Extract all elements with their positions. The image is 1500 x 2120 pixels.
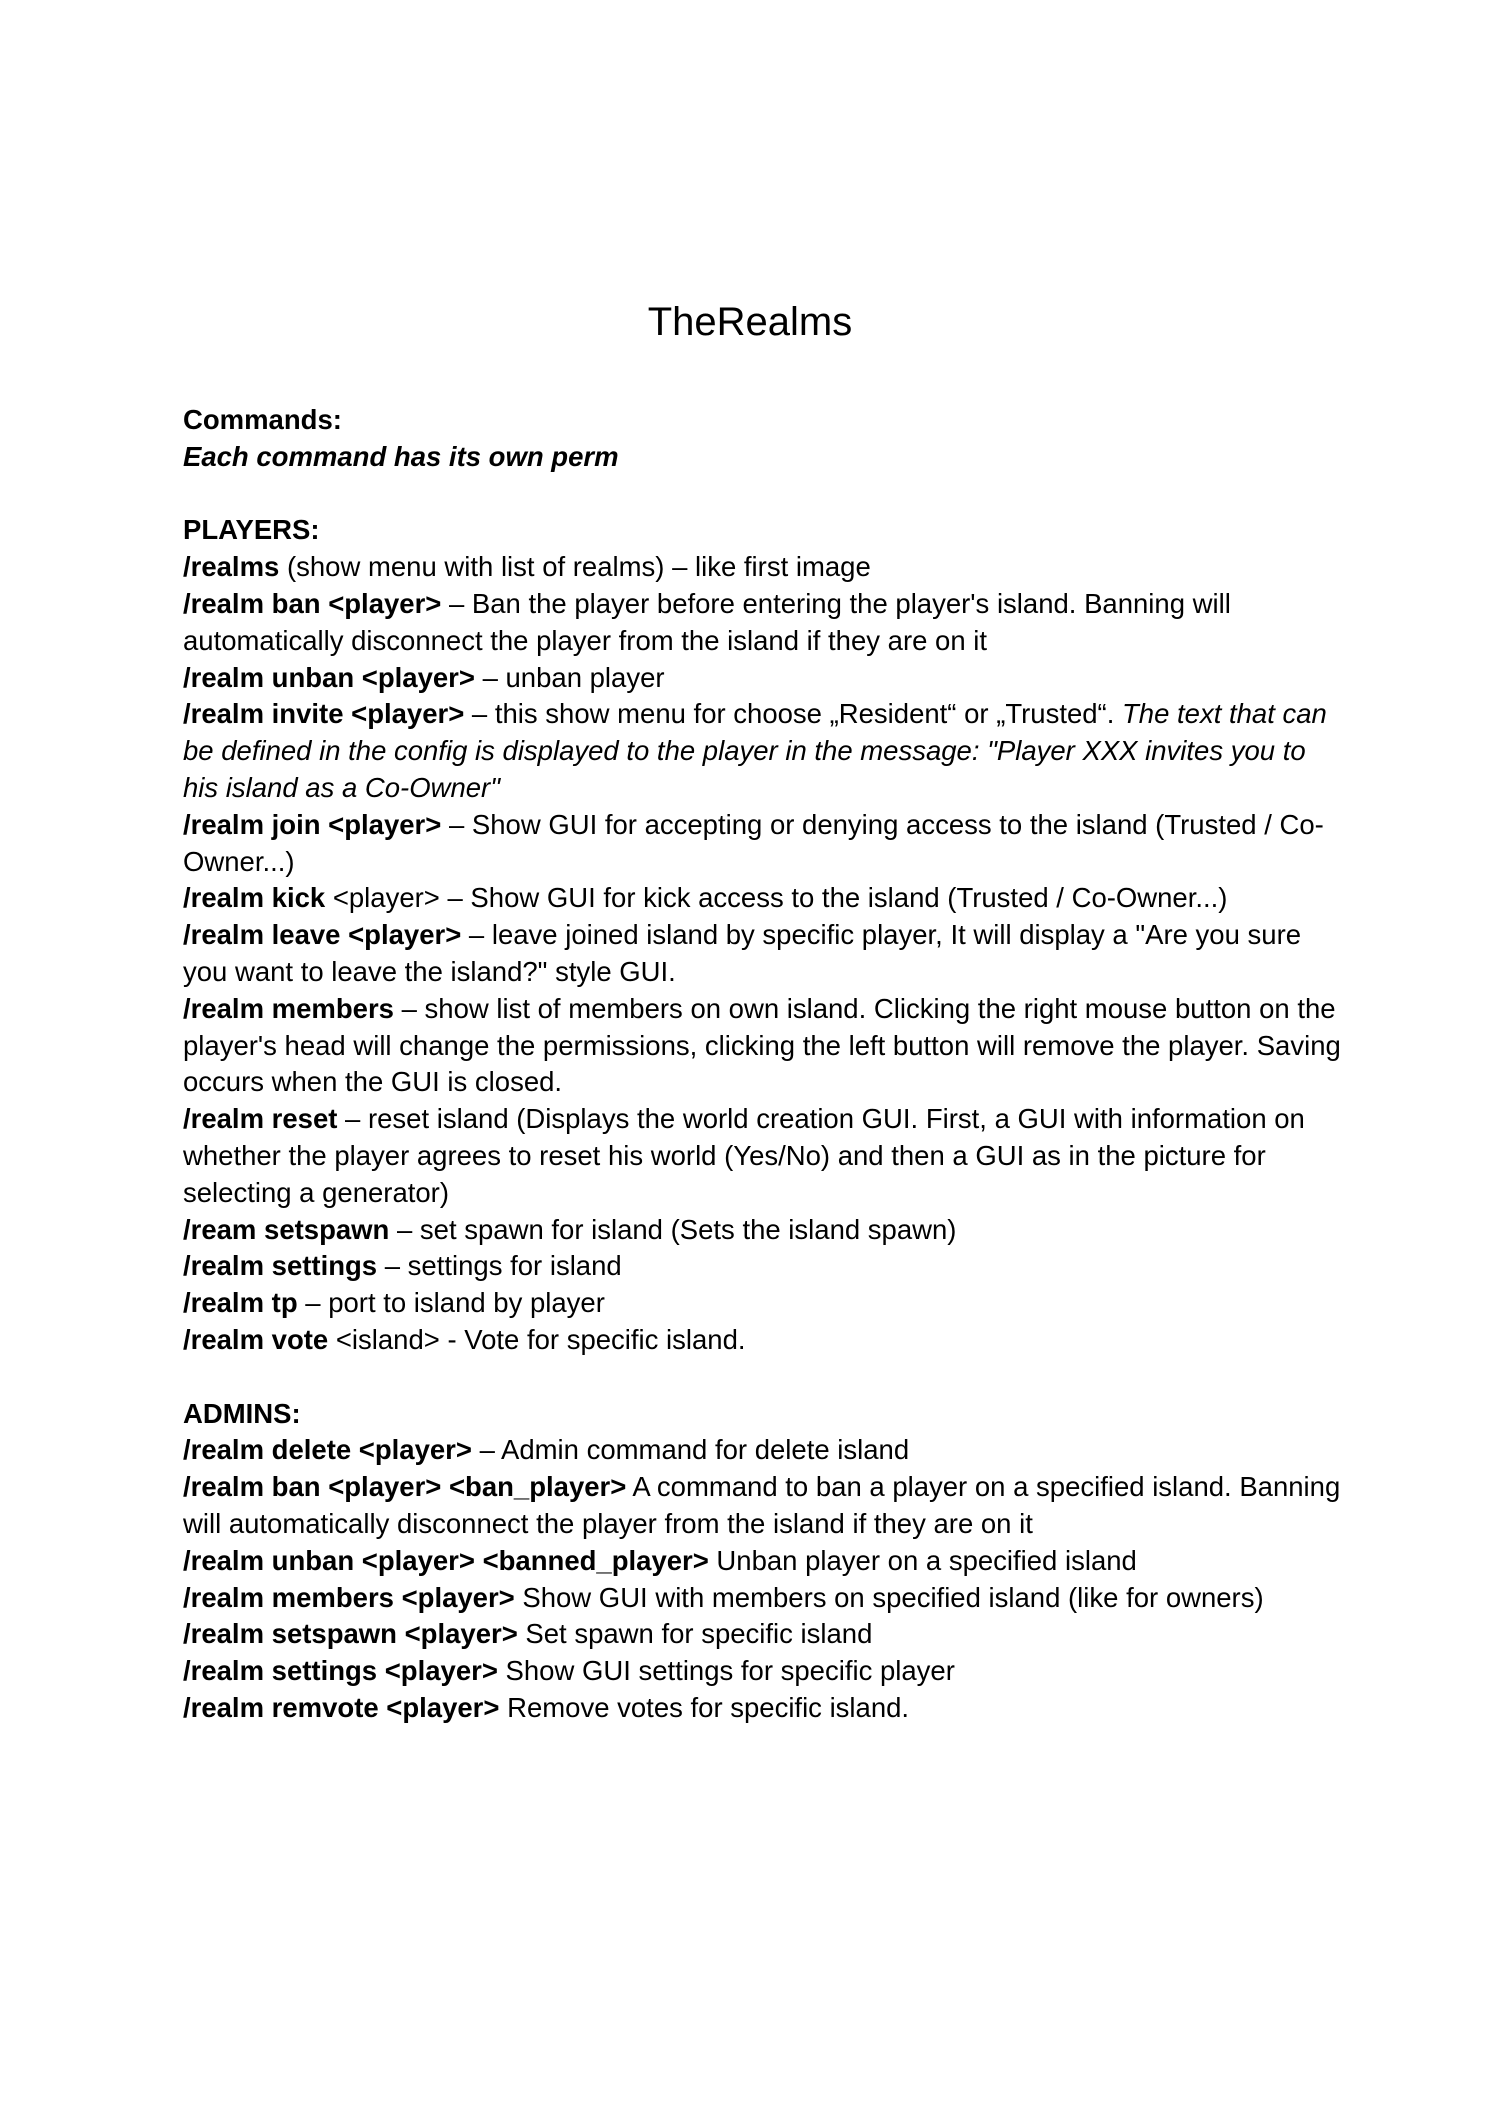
- command-entry: [183, 1212, 1343, 1249]
- players-heading: PLAYERS:: [183, 514, 320, 546]
- command-description: – this show menu for choose „Resident“ or „Trusted“.: [464, 698, 1122, 730]
- command-name: /realm tp: [183, 1287, 298, 1319]
- command-entry: [183, 1285, 1343, 1322]
- document-title: TheRealms: [647, 300, 853, 344]
- command-description: Set spawn for specific island: [517, 1618, 873, 1650]
- command-description: A command to ban a player on a specified island. Banning will automatically disconnect the player from the island if they are on it: [183, 1471, 1341, 1539]
- command-argument: <player>: [325, 882, 440, 914]
- command-entry: [183, 807, 1343, 881]
- command-description: – Admin command for delete island: [471, 1434, 910, 1466]
- command-entry: [183, 549, 1343, 586]
- command-entry: [183, 586, 1343, 660]
- command-description: – Ban the player before entering the player's island. Banning will automatically disconnect the player from the island if they are on it: [183, 587, 1231, 656]
- document-body: [183, 402, 1343, 1727]
- command-description: - Vote for specific island.: [439, 1323, 746, 1355]
- command-description: – reset island (Displays the world creation GUI. First, a GUI with information on whether the player agrees to reset his world (Yes/No) and then a GUI as in the picture for selecting a generator): [183, 1103, 1305, 1208]
- command-description: – set spawn for island (Sets the island spawn): [389, 1213, 957, 1245]
- command-description: – Show GUI for accepting or denying access to the island (Trusted / Co-Owner...): [183, 808, 1324, 877]
- command-name: /realm unban <player>: [183, 661, 475, 693]
- command-name: /realm members <player>: [183, 1581, 515, 1613]
- perm-note: Each command has its own perm: [183, 440, 619, 472]
- command-name: /realm ban <player>: [183, 587, 442, 619]
- command-name: /realm members: [183, 992, 394, 1024]
- command-name: /realms: [183, 551, 280, 583]
- command-note: The text that can be defined in the config is displayed to the player in the message: "Player XXX invites you to his island as a Co-Owner": [183, 698, 1327, 803]
- command-description: – Show GUI for kick access to the island (Trusted / Co-Owner...): [439, 882, 1228, 914]
- spacer: [183, 1359, 1343, 1396]
- command-description: – settings for island: [377, 1250, 622, 1282]
- command-entry: [183, 1469, 1343, 1543]
- command-name: /realm settings: [183, 1250, 378, 1282]
- command-name: /realm unban <player> <banned_player>: [183, 1544, 709, 1576]
- command-entry: [183, 991, 1343, 1101]
- players-command-list: [183, 549, 1343, 1359]
- command-argument: <island>: [328, 1323, 440, 1355]
- admins-command-list: [183, 1432, 1343, 1726]
- command-name: /realm reset: [183, 1103, 338, 1135]
- command-description: (show menu with list of realms) – like first image: [279, 551, 871, 583]
- command-name: /realm delete <player>: [183, 1434, 472, 1466]
- command-name: /realm remvote <player>: [183, 1691, 500, 1723]
- command-name: /realm kick: [183, 882, 326, 914]
- command-entry: [183, 917, 1343, 991]
- command-entry: [183, 1101, 1343, 1211]
- command-description: Remove votes for specific island.: [499, 1691, 910, 1723]
- command-name: /realm invite <player>: [183, 698, 465, 730]
- command-name: /realm setspawn <player>: [183, 1618, 518, 1650]
- command-description: Show GUI settings for specific player: [497, 1655, 955, 1687]
- spacer: [183, 476, 1343, 513]
- command-description: – port to island by player: [297, 1287, 605, 1319]
- command-name: /realm settings <player>: [183, 1655, 498, 1687]
- command-entry: [183, 1653, 1343, 1690]
- command-name: /realm vote: [183, 1323, 329, 1355]
- command-entry: [183, 696, 1343, 806]
- command-name: /ream setspawn: [183, 1213, 390, 1245]
- command-entry: [183, 1543, 1343, 1580]
- command-description: Unban player on a specified island: [708, 1544, 1137, 1576]
- command-entry: [183, 1248, 1343, 1285]
- command-entry: [183, 1616, 1343, 1653]
- command-description: Show GUI with members on specified island (like for owners): [514, 1581, 1264, 1613]
- commands-heading: Commands:: [183, 404, 342, 435]
- command-entry: [183, 1432, 1343, 1469]
- command-entry: [183, 660, 1343, 697]
- command-entry: [183, 1690, 1343, 1727]
- command-name: /realm ban <player> <ban_player>: [183, 1471, 627, 1503]
- admins-heading: ADMINS:: [183, 1397, 301, 1429]
- command-entry: [183, 1322, 1343, 1359]
- command-description: – show list of members on own island. Clicking the right mouse button on the player's head will change the permissions, clicking the left button will remove the player. Saving occurs when the GUI is closed.: [183, 992, 1341, 1098]
- command-description: – leave joined island by specific player, It will display a "Are you sure you want to leave the island?" style GUI.: [183, 919, 1302, 987]
- command-name: /realm leave <player>: [183, 919, 462, 951]
- command-entry: [183, 1580, 1343, 1617]
- command-name: /realm join <player>: [183, 808, 442, 840]
- command-description: – unban player: [474, 661, 665, 693]
- command-entry: [183, 880, 1343, 917]
